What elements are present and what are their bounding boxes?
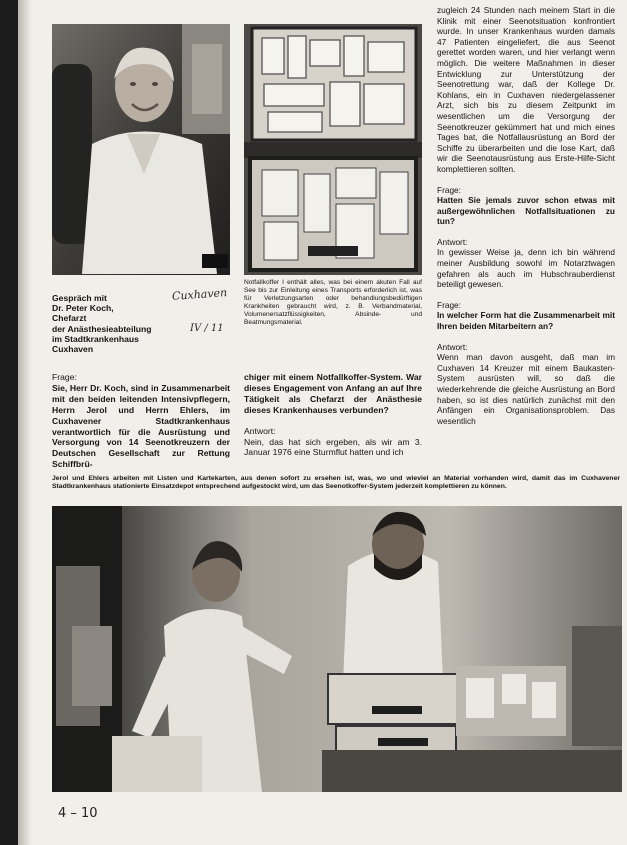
handwritten-note: IV / 11 — [190, 323, 224, 334]
answer-text: Wenn man davon ausgeht, daß man im Cuxhaven 14 Kreuzer mit einem Baukasten-System ausrüsten will, so daß die wiederkehrende die gleiche Ausrüstung an Bord haben, so ist dies natürlich zunächst mit den Anfängen ein Organisationsproblem. Das wesentlich — [437, 352, 615, 426]
page-number: 4 – 10 — [58, 806, 98, 821]
answer-label: Antwort: — [437, 341, 468, 352]
answer-text: zugleich 24 Stunden nach meinem Start in die Klinik mit einer Seenotsituation konfrontiert wurde. In unser Krankenhaus wurden damals 47 Patienten eingeliefert, die aus Seenot gerettet worden waren, und hier verlangt wenn möglich. Die weitere Maßnahmen in dieser Entwicklung zur Unterstützung der Seenotrettung war, daß der Kollege Dr. Kohlans, ein in Cuxhaven niedergelassener Arzt, sich bis zu diesem Zeitpunkt im wesentlichen um die Versorgung der Seenotkreuzer gekümmert hat und mich eines Tages bat, die Notfallausrüstung an Bord der Schiffe zu überarbeiten und die lose Kart, daß wir die Seenotausrüstung aus Erste-Hilfe-Sicht komplettieren sollten. — [437, 5, 615, 174]
question-text: Hatten Sie jemals zuvor schon etwas mit außergewöhnlichen Notfallsituationen zu tun? — [437, 195, 615, 227]
answer-text: Nein, das hat sich ergeben, als wir am 3. Januar 1976 eine Sturmflut hatten und ich — [244, 436, 422, 458]
case-photo-caption: Notfallkoffer I enthält alles, was bei einem akuten Fall auf See bis zur Einleitung eines Transports erforderlich ist, was für Verletzungsarten oder behandlungsbedürftigen Krankheiten gebraucht wird, z. B. Verbandmaterial, Volumenersatzflüssigkeiten, Absinde- und Beatmungsmaterial. — [244, 279, 422, 326]
question-text: chiger mit einem Notfallkoffer-System. War dieses Engagement von Anfang an auf Ihre Tätigkeit als Chefarzt der Anästhesie dieses Krankenhauses verbunden? — [244, 372, 422, 415]
answer-label: Antwort: — [437, 236, 468, 247]
intro-line: Cuxhaven — [52, 344, 94, 355]
intro-line: im Stadtkrankenhaus — [52, 333, 139, 344]
question-label: Frage: — [437, 299, 461, 310]
magazine-page — [18, 0, 627, 845]
intro-line: der Anästhesieabteilung — [52, 323, 152, 334]
intro-line: Gespräch mit — [52, 293, 107, 303]
page-gutter-shadow — [18, 0, 32, 845]
question-label: Frage: — [52, 372, 77, 382]
text-column-2 — [244, 372, 422, 458]
intro-line: Chefarzt — [52, 313, 87, 324]
intro-line: Dr. Peter Koch, — [52, 303, 114, 314]
question-text: Sie, Herr Dr. Koch, sind in Zusammenarbeit mit den beiden leitenden Intensivpflegern, Herrn Jerol und Herrn Ehlers, im Cuxhavener Stadtkrankenhaus verantwortlich für die Ausrüstung und Versorgung von 14 Seenotkreuzern der Deutschen Gesellschaft zur Rettung Schiffbrü- — [52, 382, 230, 470]
workers-photo — [52, 506, 622, 792]
workers-illustration — [52, 506, 622, 792]
case-illustration — [244, 24, 422, 275]
question-label: Frage: — [437, 184, 461, 195]
handwritten-note: Cuxhaven — [171, 286, 228, 303]
answer-text: In gewisser Weise ja, denn ich bin während meiner Ausbildung sowohl im Notarztwagen gefahren als auch im Hubschrauberdienst beteiligt gewesen. — [437, 247, 615, 290]
bottom-photo-caption: Jerol und Ehlers arbeiten mit Listen und Kartekarten, aus denen sofort zu ersehen ist, was, wo und wieviel an Material vorhanden wird, damit das im Cuxhavener Stadtkrankenhaus stationierte Einsatzdepot entsprechend aufgestockt wird, um das Seenotkoffer-System jederzeit komplettieren zu können. — [52, 475, 620, 490]
portrait-photo — [52, 24, 230, 275]
emergency-case-photo — [244, 24, 422, 275]
text-column-1 — [52, 372, 230, 470]
text-column-3 — [437, 5, 615, 426]
answer-label: Antwort: — [244, 425, 276, 436]
question-text: In welcher Form hat die Zusammenarbeit mit Ihren beiden Mitarbeitern an? — [437, 310, 615, 332]
portrait-illustration — [52, 24, 230, 275]
